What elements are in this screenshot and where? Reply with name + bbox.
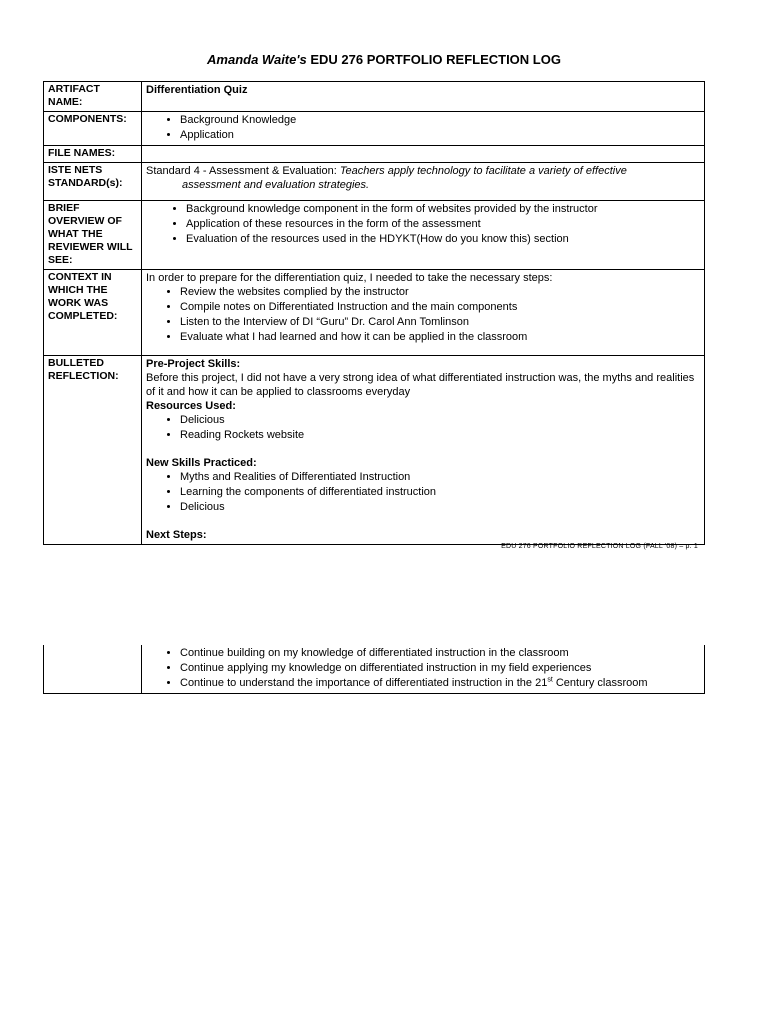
overview-list bbox=[146, 202, 700, 246]
list-item: • Background Knowledge bbox=[180, 113, 700, 127]
list-item: • Reading Rockets website bbox=[180, 428, 700, 442]
list-item: • Continue applying my knowledge on differentiated instruction in my field experiences bbox=[180, 661, 700, 675]
iste-text-line2: assessment and evaluation strategies. bbox=[182, 179, 370, 191]
overview-cell bbox=[142, 201, 705, 270]
iste-cell bbox=[142, 163, 705, 201]
table-row bbox=[44, 356, 705, 545]
list-item-text: Continue to understand the importance of differentiated instruction in the 21 bbox=[180, 677, 548, 689]
list-item: • Delicious bbox=[180, 413, 700, 427]
page-footer: EDU 276 PORTFOLIO REFLECTION LOG (FALL '08) – p. 1 bbox=[501, 543, 698, 550]
list-item: • Delicious bbox=[180, 500, 700, 514]
table-row bbox=[44, 270, 705, 356]
context-intro: In order to prepare for the differentiation quiz, I needed to take the necessary steps: bbox=[146, 272, 553, 284]
resources-heading: Resources Used: bbox=[146, 400, 236, 412]
next-steps-list bbox=[146, 646, 700, 690]
context-label: CONTEXT IN WHICH THE WORK WAS COMPLETED: bbox=[44, 270, 142, 356]
reflection-cell bbox=[142, 356, 705, 545]
components-list bbox=[146, 113, 700, 142]
reflection-label: BULLETED REFLECTION: bbox=[44, 356, 142, 545]
resources-list bbox=[146, 413, 700, 442]
next-steps-cell bbox=[142, 645, 705, 694]
components-cell bbox=[142, 112, 705, 146]
list-item: • Continue building on my knowledge of differentiated instruction in the classroom bbox=[180, 646, 700, 660]
continuation-table bbox=[43, 645, 705, 694]
list-item: • Background knowledge component in the form of websites provided by the instructor bbox=[186, 202, 700, 216]
pre-project-heading: Pre-Project Skills: bbox=[146, 358, 241, 370]
list-item: • Learning the components of differentiated instruction bbox=[180, 485, 700, 499]
artifact-value: Differentiation Quiz bbox=[142, 82, 705, 112]
table-row bbox=[44, 163, 705, 201]
context-list bbox=[146, 285, 700, 344]
list-item: • Evaluation of the resources used in the HDYKT(How do you know this) section bbox=[186, 232, 700, 246]
list-item: • Myths and Realities of Differentiated Instruction bbox=[180, 470, 700, 484]
list-item: • Evaluate what I had learned and how it can be applied in the classroom bbox=[180, 330, 700, 344]
pre-project-text: Before this project, I did not have a very strong idea of what differentiated instruction was, the myths and realities of it and how it can be applied to classrooms everyday bbox=[146, 372, 695, 398]
log-title: EDU 276 PORTFOLIO REFLECTION LOG bbox=[310, 52, 561, 67]
ordinal-suffix: st bbox=[547, 676, 553, 684]
list-item: • Application bbox=[180, 128, 700, 142]
context-cell bbox=[142, 270, 705, 356]
file-names-label: FILE NAMES: bbox=[44, 146, 142, 163]
iste-text-line1: Teachers apply technology to facilitate a variety of effective bbox=[339, 165, 627, 177]
table-row bbox=[44, 645, 705, 694]
table-row bbox=[44, 146, 705, 163]
artifact-label: ARTIFACT NAME: bbox=[44, 82, 142, 112]
new-skills-list bbox=[146, 470, 700, 514]
table-row bbox=[44, 201, 705, 270]
author-name: Amanda Waite's bbox=[207, 52, 307, 67]
list-item-text-end: Century classroom bbox=[552, 677, 648, 689]
list-item: • Review the websites complied by the instructor bbox=[180, 285, 700, 299]
new-skills-heading: New Skills Practiced: bbox=[146, 457, 257, 469]
iste-prefix: Standard 4 - Assessment & Evaluation: bbox=[146, 165, 340, 177]
list-item: • Listen to the Interview of DI “Guru” Dr. Carol Ann Tomlinson bbox=[180, 315, 700, 329]
list-item: • Compile notes on Differentiated Instruction and the main components bbox=[180, 300, 700, 314]
overview-label: BRIEF OVERVIEW OF WHAT THE REVIEWER WILL SEE: bbox=[44, 201, 142, 270]
reflection-log-table bbox=[43, 81, 705, 545]
components-label: COMPONENTS: bbox=[44, 112, 142, 146]
continuation-label-cell bbox=[44, 645, 142, 694]
table-row bbox=[44, 82, 705, 112]
file-names-value bbox=[142, 146, 705, 163]
table-row bbox=[44, 112, 705, 146]
list-item: • Application of these resources in the form of the assessment bbox=[186, 217, 700, 231]
iste-label: ISTE NETS STANDARD(s): bbox=[44, 163, 142, 201]
page-title bbox=[0, 52, 768, 67]
next-steps-heading: Next Steps: bbox=[146, 529, 207, 541]
list-item bbox=[180, 676, 700, 690]
